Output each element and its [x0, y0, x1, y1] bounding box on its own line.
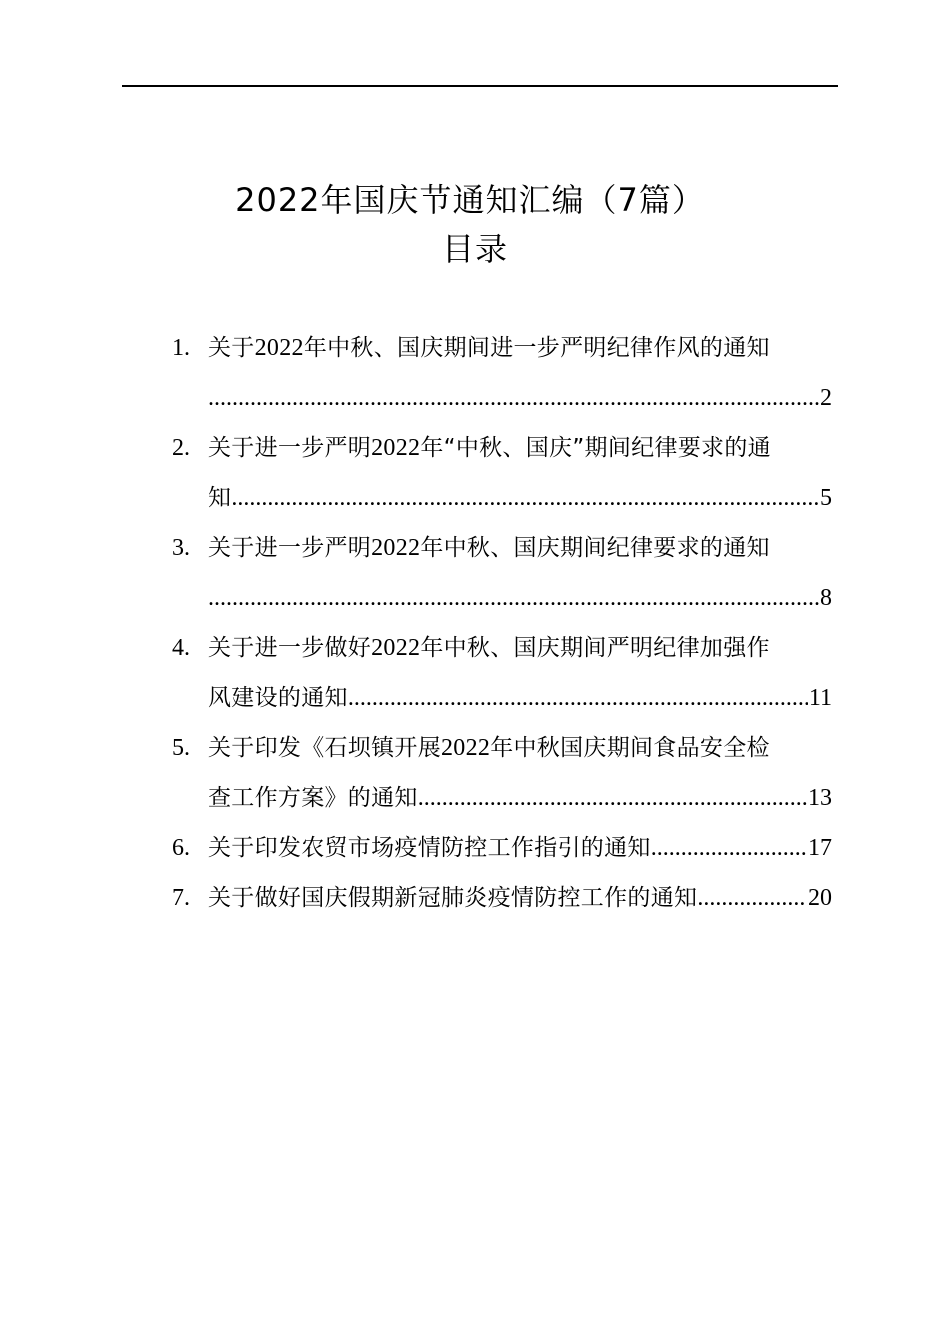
toc-entry-number: 5. [172, 735, 190, 761]
dot-leader [697, 873, 807, 923]
toc-entry[interactable] [170, 823, 832, 873]
toc-entry-number: 4. [172, 635, 190, 661]
toc-entry[interactable] [170, 523, 832, 623]
toc-entry[interactable] [170, 623, 832, 723]
toc-entry-page: 5 [820, 485, 832, 511]
toc-entry-title: 关于进一步严明2022年中秋、国庆期间纪律要求的通知 [208, 535, 770, 561]
toc-entry-title-continued: 风建设的通知 [208, 685, 348, 711]
toc-entry-title: 关于进一步做好2022年中秋、国庆期间严明纪律加强作 [208, 635, 770, 661]
table-of-contents [170, 323, 832, 923]
document-title: 2022年国庆节通知汇编（7篇） [235, 181, 705, 219]
toc-entry-page: 2 [820, 385, 832, 411]
toc-entry-page: 20 [808, 885, 832, 911]
dot-leader [418, 773, 807, 823]
toc-entry[interactable] [170, 723, 832, 823]
dot-leader [348, 673, 808, 723]
header-rule [122, 85, 838, 87]
toc-entry-title: 关于进一步严明2022年“中秋、国庆”期间纪律要求的通 [208, 435, 771, 461]
toc-entry-title: 关于做好国庆假期新冠肺炎疫情防控工作的通知 [208, 885, 698, 911]
toc-entry-number: 7. [172, 885, 190, 911]
toc-entry-page: 17 [808, 835, 832, 861]
dot-leader [208, 573, 819, 623]
toc-entry-page: 13 [808, 785, 832, 811]
toc-entry-page: 11 [808, 685, 832, 711]
toc-entry-page: 8 [820, 585, 832, 611]
toc-entry-number: 3. [172, 535, 190, 561]
toc-heading: 目录 [441, 230, 508, 268]
toc-entry[interactable] [170, 323, 832, 423]
toc-entry-title-continued: 查工作方案》的通知 [208, 785, 418, 811]
dot-leader [231, 473, 819, 523]
toc-entry-title: 关于印发农贸市场疫情防控工作指引的通知 [208, 835, 651, 861]
toc-entry-number: 6. [172, 835, 190, 861]
toc-entry-number: 1. [172, 335, 190, 361]
toc-entry[interactable] [170, 873, 832, 923]
toc-entry-number: 2. [172, 435, 190, 461]
dot-leader [208, 373, 819, 423]
toc-entry-title: 关于印发《石坝镇开展2022年中秋国庆期间食品安全检 [208, 735, 770, 761]
toc-entry[interactable] [170, 423, 832, 523]
toc-entry-title-continued: 知 [208, 485, 232, 511]
dot-leader [651, 823, 807, 873]
toc-entry-title: 关于2022年中秋、国庆期间进一步严明纪律作风的通知 [208, 335, 770, 361]
